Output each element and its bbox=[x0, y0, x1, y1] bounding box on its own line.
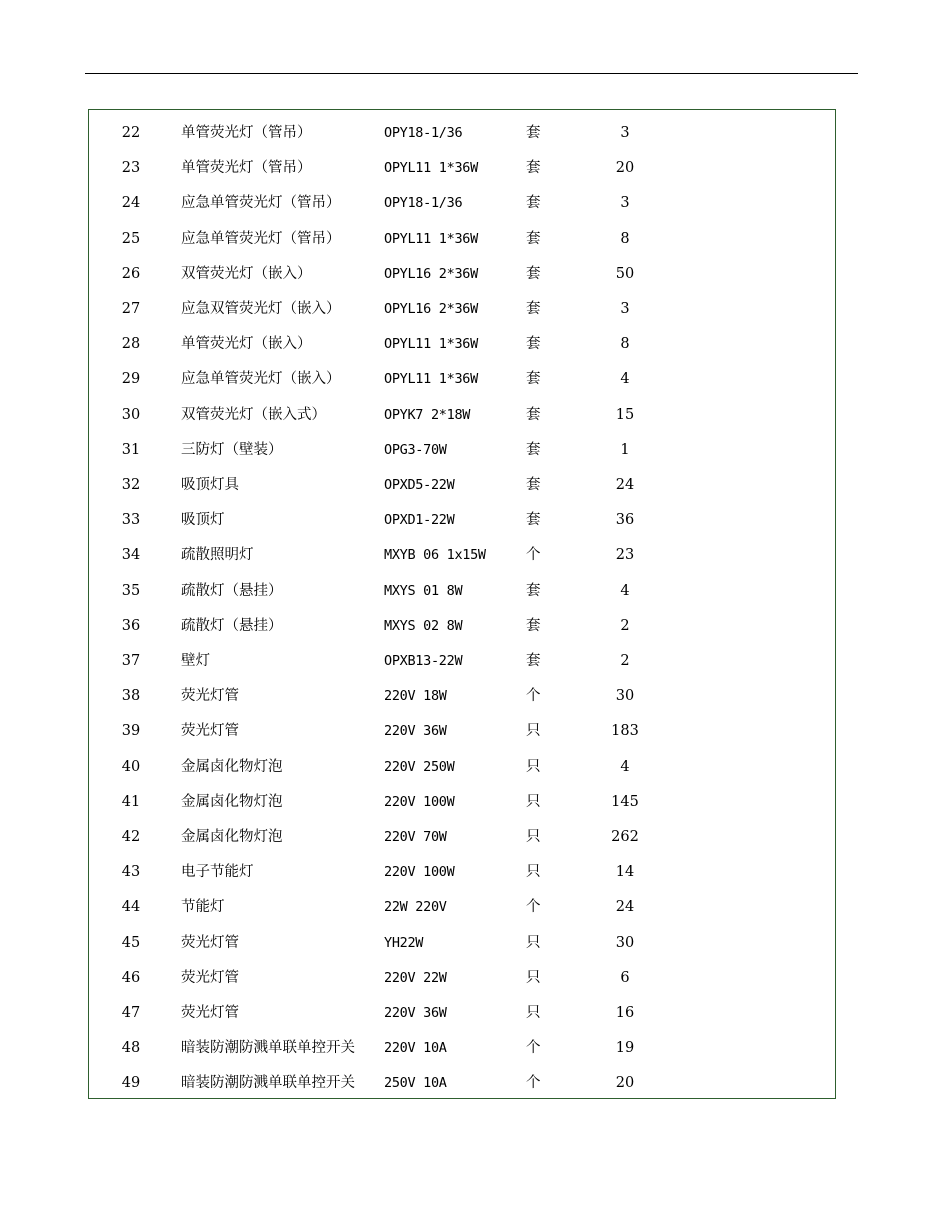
item-unit: 只 bbox=[526, 758, 541, 775]
item-quantity: 24 bbox=[615, 477, 635, 493]
item-quantity: 50 bbox=[615, 265, 635, 282]
item-spec: 220V 22W bbox=[384, 969, 447, 986]
item-name: 单管荧光灯（嵌入） bbox=[181, 336, 312, 353]
row-number: 34 bbox=[121, 547, 141, 564]
item-name: 荧光灯管 bbox=[181, 688, 239, 705]
item-unit: 套 bbox=[526, 336, 541, 353]
row-number: 33 bbox=[121, 512, 141, 529]
item-spec: OPYL16 2*36W bbox=[384, 265, 478, 282]
item-unit: 只 bbox=[526, 793, 541, 810]
table-row bbox=[89, 1068, 835, 1103]
table-row bbox=[89, 505, 835, 540]
table-row bbox=[89, 963, 835, 998]
item-unit: 套 bbox=[526, 582, 541, 599]
item-spec: OPYL11 1*36W bbox=[384, 160, 478, 177]
item-quantity: 20 bbox=[615, 160, 635, 177]
table-row bbox=[89, 329, 835, 364]
item-unit: 套 bbox=[526, 441, 541, 458]
item-name: 应急单管荧光灯（嵌入） bbox=[181, 371, 341, 388]
table-row bbox=[89, 611, 835, 646]
item-unit: 套 bbox=[526, 125, 541, 141]
row-number: 26 bbox=[121, 265, 141, 282]
item-quantity: 4 bbox=[620, 371, 630, 388]
item-quantity: 3 bbox=[620, 125, 630, 141]
item-unit: 套 bbox=[526, 195, 541, 212]
item-unit: 套 bbox=[526, 301, 541, 317]
item-spec: 220V 100W bbox=[384, 793, 455, 810]
row-number: 43 bbox=[121, 864, 141, 881]
item-quantity: 8 bbox=[620, 336, 630, 353]
table-row bbox=[89, 716, 835, 751]
item-spec: 220V 70W bbox=[384, 829, 447, 845]
item-spec: 220V 36W bbox=[384, 1005, 447, 1021]
table-row bbox=[89, 224, 835, 259]
item-spec: OPXD1-22W bbox=[384, 512, 455, 529]
table-row bbox=[89, 188, 835, 223]
item-spec: 220V 100W bbox=[384, 864, 455, 881]
table-row bbox=[89, 576, 835, 611]
item-spec: YH22W bbox=[384, 934, 424, 951]
item-spec: OPYK7 2*18W bbox=[384, 406, 471, 423]
item-quantity: 3 bbox=[620, 195, 630, 212]
item-quantity: 14 bbox=[615, 864, 635, 881]
row-number: 38 bbox=[121, 688, 141, 705]
item-name: 电子节能灯 bbox=[181, 864, 254, 881]
item-unit: 个 bbox=[526, 688, 541, 705]
item-quantity: 3 bbox=[620, 301, 630, 317]
row-number: 27 bbox=[121, 301, 141, 317]
table-row bbox=[89, 787, 835, 822]
table-row bbox=[89, 400, 835, 435]
table-row bbox=[89, 646, 835, 681]
item-quantity: 145 bbox=[611, 793, 639, 810]
row-number: 32 bbox=[121, 477, 141, 493]
item-name: 暗装防潮防溅单联单控开关 bbox=[181, 1075, 355, 1092]
item-spec: MXYB 06 1x15W bbox=[384, 547, 486, 564]
item-unit: 套 bbox=[526, 265, 541, 282]
table-row bbox=[89, 1033, 835, 1068]
row-number: 29 bbox=[121, 371, 141, 388]
table-row bbox=[89, 153, 835, 188]
item-name: 荧光灯管 bbox=[181, 934, 239, 951]
table-row bbox=[89, 435, 835, 470]
row-number: 44 bbox=[121, 899, 141, 916]
row-number: 40 bbox=[121, 758, 141, 775]
item-spec: 220V 250W bbox=[384, 758, 455, 775]
row-number: 25 bbox=[121, 230, 141, 247]
item-spec: OPYL11 1*36W bbox=[384, 230, 478, 247]
item-quantity: 4 bbox=[620, 758, 630, 775]
item-name: 单管荧光灯（管吊） bbox=[181, 125, 312, 141]
item-name: 金属卤化物灯泡 bbox=[181, 829, 283, 845]
item-spec: OPXD5-22W bbox=[384, 477, 455, 493]
item-quantity: 23 bbox=[615, 547, 635, 564]
row-number: 48 bbox=[121, 1040, 141, 1057]
row-number: 41 bbox=[121, 793, 141, 810]
item-name: 荧光灯管 bbox=[181, 723, 239, 740]
item-spec: MXYS 01 8W bbox=[384, 582, 463, 599]
item-quantity: 2 bbox=[620, 653, 630, 669]
item-unit: 只 bbox=[526, 1005, 541, 1021]
item-unit: 个 bbox=[526, 547, 541, 564]
item-name: 双管荧光灯（嵌入） bbox=[181, 265, 312, 282]
row-number: 24 bbox=[121, 195, 141, 212]
item-name: 三防灯（壁装） bbox=[181, 441, 283, 458]
item-name: 壁灯 bbox=[181, 653, 210, 669]
item-name: 应急单管荧光灯（管吊） bbox=[181, 230, 341, 247]
item-name: 应急单管荧光灯（管吊） bbox=[181, 195, 341, 212]
row-number: 47 bbox=[121, 1005, 141, 1021]
row-number: 49 bbox=[121, 1075, 141, 1092]
item-spec: OPYL11 1*36W bbox=[384, 371, 478, 388]
row-number: 39 bbox=[121, 723, 141, 740]
item-quantity: 15 bbox=[615, 406, 635, 423]
item-quantity: 16 bbox=[615, 1005, 635, 1021]
item-spec: 220V 10A bbox=[384, 1040, 447, 1057]
item-quantity: 8 bbox=[620, 230, 630, 247]
table-row bbox=[89, 294, 835, 329]
item-unit: 只 bbox=[526, 969, 541, 986]
row-number: 23 bbox=[121, 160, 141, 177]
table-row bbox=[89, 998, 835, 1033]
item-spec: 220V 18W bbox=[384, 688, 447, 705]
row-number: 37 bbox=[121, 653, 141, 669]
materials-table bbox=[88, 109, 836, 1099]
table-row bbox=[89, 752, 835, 787]
item-quantity: 4 bbox=[620, 582, 630, 599]
item-unit: 个 bbox=[526, 1075, 541, 1092]
item-name: 应急双管荧光灯（嵌入） bbox=[181, 301, 341, 317]
row-number: 45 bbox=[121, 934, 141, 951]
item-name: 荧光灯管 bbox=[181, 1005, 239, 1021]
table-row bbox=[89, 259, 835, 294]
item-unit: 只 bbox=[526, 829, 541, 845]
table-row bbox=[89, 540, 835, 575]
item-name: 吸顶灯具 bbox=[181, 477, 239, 493]
item-quantity: 36 bbox=[615, 512, 635, 529]
item-unit: 套 bbox=[526, 512, 541, 529]
row-number: 35 bbox=[121, 582, 141, 599]
item-name: 金属卤化物灯泡 bbox=[181, 758, 283, 775]
item-name: 金属卤化物灯泡 bbox=[181, 793, 283, 810]
item-unit: 套 bbox=[526, 230, 541, 247]
item-unit: 套 bbox=[526, 371, 541, 388]
table-row bbox=[89, 681, 835, 716]
item-unit: 套 bbox=[526, 477, 541, 493]
item-quantity: 19 bbox=[615, 1040, 635, 1057]
item-name: 单管荧光灯（管吊） bbox=[181, 160, 312, 177]
item-name: 疏散照明灯 bbox=[181, 547, 254, 564]
row-number: 30 bbox=[121, 406, 141, 423]
row-number: 36 bbox=[121, 617, 141, 634]
table-row bbox=[89, 892, 835, 927]
item-quantity: 183 bbox=[611, 723, 639, 740]
item-spec: 250V 10A bbox=[384, 1075, 447, 1092]
item-unit: 个 bbox=[526, 1040, 541, 1057]
item-name: 暗装防潮防溅单联单控开关 bbox=[181, 1040, 355, 1057]
row-number: 46 bbox=[121, 969, 141, 986]
item-spec: OPXB13-22W bbox=[384, 653, 463, 669]
item-spec: OPYL16 2*36W bbox=[384, 301, 478, 317]
row-number: 22 bbox=[121, 125, 141, 141]
item-name: 荧光灯管 bbox=[181, 969, 239, 986]
item-spec: OPG3-70W bbox=[384, 441, 447, 458]
item-quantity: 262 bbox=[611, 829, 639, 845]
item-unit: 套 bbox=[526, 160, 541, 177]
table-row bbox=[89, 118, 835, 153]
item-spec: 220V 36W bbox=[384, 723, 447, 740]
item-quantity: 20 bbox=[615, 1075, 635, 1092]
table-row bbox=[89, 364, 835, 399]
item-spec: 22W 220V bbox=[384, 899, 447, 916]
item-name: 节能灯 bbox=[181, 899, 225, 916]
row-number: 28 bbox=[121, 336, 141, 353]
row-number: 42 bbox=[121, 829, 141, 845]
item-quantity: 6 bbox=[620, 969, 630, 986]
item-spec: OPY18-1/36 bbox=[384, 195, 463, 212]
item-quantity: 24 bbox=[615, 899, 635, 916]
table-row bbox=[89, 857, 835, 892]
item-name: 疏散灯（悬挂） bbox=[181, 582, 283, 599]
item-name: 双管荧光灯（嵌入式） bbox=[181, 406, 326, 423]
item-unit: 只 bbox=[526, 723, 541, 740]
item-name: 吸顶灯 bbox=[181, 512, 225, 529]
item-quantity: 30 bbox=[615, 934, 635, 951]
table-row bbox=[89, 928, 835, 963]
item-spec: OPYL11 1*36W bbox=[384, 336, 478, 353]
item-quantity: 30 bbox=[615, 688, 635, 705]
item-unit: 个 bbox=[526, 899, 541, 916]
item-quantity: 2 bbox=[620, 617, 630, 634]
item-unit: 套 bbox=[526, 617, 541, 634]
item-quantity: 1 bbox=[620, 441, 630, 458]
table-row bbox=[89, 822, 835, 857]
item-spec: MXYS 02 8W bbox=[384, 617, 463, 634]
item-unit: 套 bbox=[526, 653, 541, 669]
item-unit: 套 bbox=[526, 406, 541, 423]
item-unit: 只 bbox=[526, 864, 541, 881]
table-row bbox=[89, 470, 835, 505]
header-rule bbox=[85, 73, 858, 74]
item-spec: OPY18-1/36 bbox=[384, 125, 463, 141]
row-number: 31 bbox=[121, 441, 141, 458]
item-unit: 只 bbox=[526, 934, 541, 951]
item-name: 疏散灯（悬挂） bbox=[181, 617, 283, 634]
